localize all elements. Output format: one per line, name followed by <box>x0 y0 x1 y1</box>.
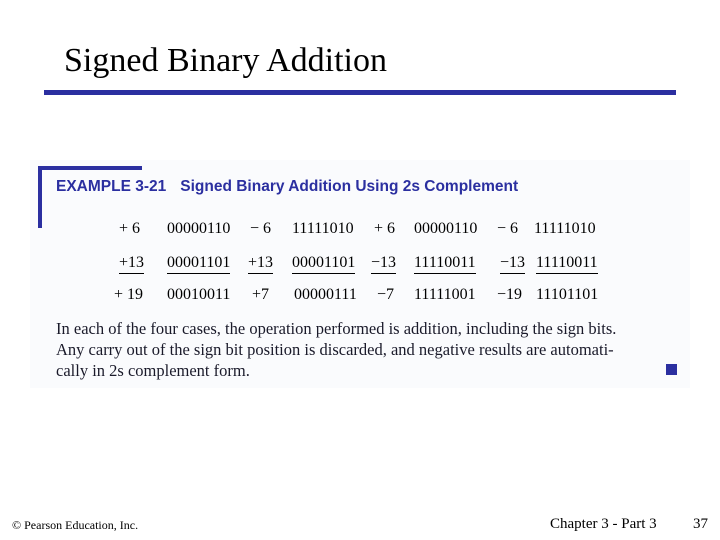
end-of-example-square <box>666 364 677 375</box>
case2-operand1-decimal: − 6 <box>250 220 272 237</box>
example-title: Signed Binary Addition Using 2s Complement <box>180 178 519 195</box>
case2-operand2-decimal: +13 <box>248 254 273 274</box>
note-line-3: cally in 2s complement form. <box>56 361 250 380</box>
case4-operand1-binary: 11111010 <box>534 220 596 237</box>
case2-sum-decimal: +7 <box>252 286 270 303</box>
case2-operand1-binary: 11111010 <box>292 220 354 237</box>
example-frame-left <box>38 166 42 228</box>
case4-sum-decimal: −19 <box>497 286 523 303</box>
example-frame-top <box>38 166 142 170</box>
case4-operand2-binary: 11110011 <box>536 254 598 274</box>
case1-sum-binary: 00010011 <box>167 286 231 303</box>
case4-operand1-decimal: − 6 <box>497 220 519 237</box>
slide-title: Signed Binary Addition <box>64 42 387 79</box>
case2-operand2-binary: 00001101 <box>292 254 355 274</box>
case4-sum-binary: 11101101 <box>536 286 599 303</box>
note-line-1: In each of the four cases, the operation performed is addition, including the sign bits. <box>56 319 617 338</box>
footer-copyright: © Pearson Education, Inc. <box>12 518 139 532</box>
case4-operand2-decimal: −13 <box>500 254 525 274</box>
example-label: EXAMPLE 3-21 <box>56 178 167 195</box>
example-note <box>56 318 686 381</box>
case3-operand1-binary: 00000110 <box>414 220 478 237</box>
example-heading <box>56 178 518 196</box>
case1-operand1-decimal: + 6 <box>119 220 141 237</box>
title-underline <box>44 90 676 95</box>
case3-sum-decimal: −7 <box>377 286 395 303</box>
page-number: 37 <box>693 516 708 532</box>
case1-operand2-decimal: +13 <box>119 254 144 274</box>
case3-operand1-decimal: + 6 <box>374 220 396 237</box>
note-line-2: Any carry out of the sign bit position is discarded, and negative results are automati- <box>56 340 614 359</box>
case3-operand2-decimal: −13 <box>371 254 396 274</box>
case1-operand1-binary: 00000110 <box>167 220 231 237</box>
case1-sum-decimal: + 19 <box>114 286 144 303</box>
case1-operand2-binary: 00001101 <box>167 254 230 274</box>
case2-sum-binary: 00000111 <box>294 286 357 303</box>
case3-sum-binary: 11111001 <box>414 286 476 303</box>
case3-operand2-binary: 11110011 <box>414 254 476 274</box>
footer-chapter: Chapter 3 - Part 3 <box>550 516 657 532</box>
